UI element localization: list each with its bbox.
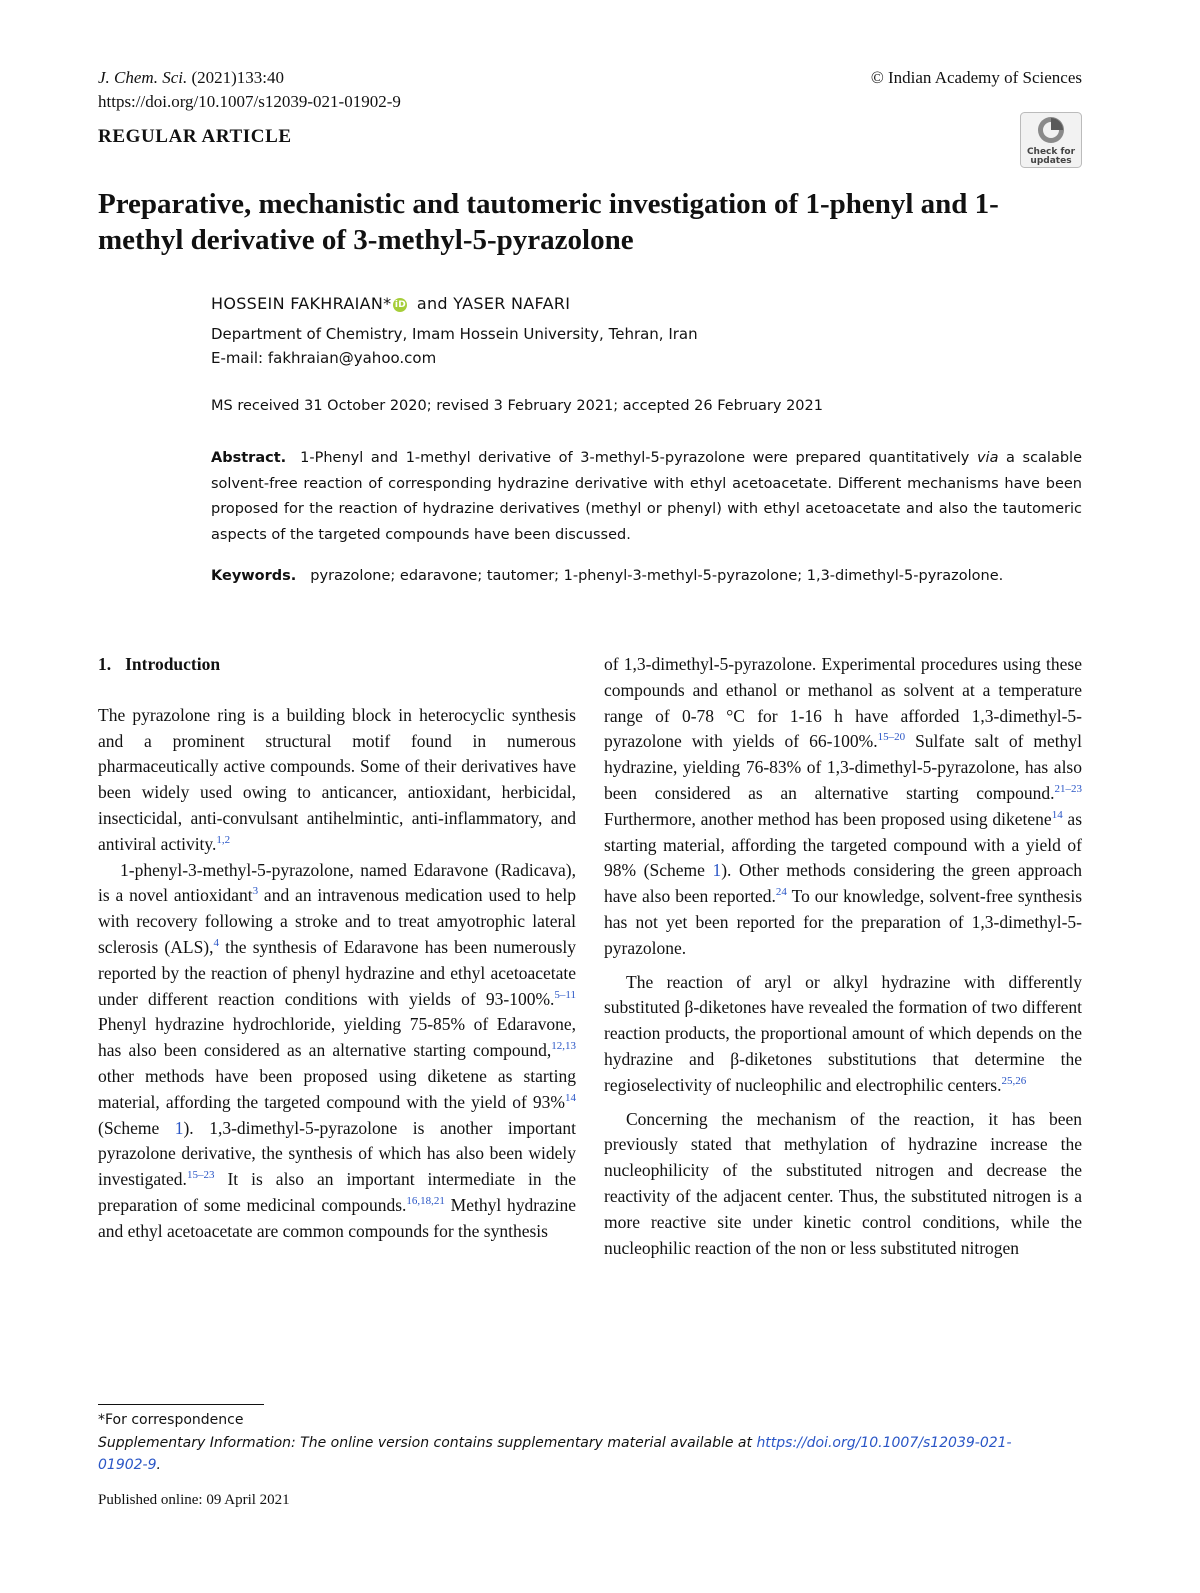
- text-run: To our knowledge, solvent-free synthesis has not yet been reported for the preparation of 1,3-dimethyl-5-pyrazolone.: [604, 886, 1083, 958]
- keywords-label: Keywords.: [211, 568, 297, 584]
- affiliation-block: [211, 322, 698, 370]
- text-run: ). Other methods considering the green approach have also been reported.: [604, 860, 1082, 907]
- citation-ref[interactable]: 15–23: [186, 1169, 215, 1182]
- citation-ref[interactable]: 4: [213, 936, 220, 949]
- abstract-text-1: 1-Phenyl and 1-methyl derivative of 3-methyl-5-pyrazolone were prepared quantitatively: [300, 450, 970, 466]
- affiliation: Department of Chemistry, Imam Hossein University, Tehran, Iran: [211, 325, 698, 343]
- correspondence-note: *For correspondence: [98, 1412, 244, 1428]
- footnote-divider: [98, 1404, 264, 1405]
- section-number: 1.: [98, 654, 112, 674]
- author-conjunction: and: [416, 294, 448, 313]
- text-run: Sulfate salt of methyl hydrazine, yielding 76-83% of 1,3-dimethyl-5-pyrazolone, has also been considered as an alternative starting compound.: [604, 731, 1082, 803]
- text-run: Phenyl hydrazine hydrochloride, yielding 75-85% of Edaravone, has also been considered as an alternative starting compound,: [98, 1014, 576, 1061]
- publisher-name: © Indian Academy of Sciences: [870, 68, 1082, 87]
- article-type: REGULAR ARTICLE: [98, 126, 292, 147]
- scheme-link[interactable]: 1: [712, 860, 722, 881]
- citation-ref[interactable]: 25,26: [1001, 1074, 1027, 1087]
- doi-link[interactable]: https://doi.org/10.1007/s12039-021-01902-9: [98, 92, 401, 111]
- text-run: and an intravenous medication used to help with recovery following a stroke and to treat amyotrophic lateral sclerosis (ALS),: [98, 885, 576, 957]
- abstract-italic: via: [976, 450, 999, 466]
- section-heading: [98, 652, 576, 678]
- text-run: of 1,3-dimethyl-5-pyrazolone. Experimental procedures using these compounds and ethanol or methanol as solvent at a temperature range of 0-78 °C for 1-16 h have afforded 1,3-dimethyl-5-pyrazolone with yields of 66-100%.: [604, 654, 1082, 752]
- text-run: ). 1,3-dimethyl-5-pyrazolone is another important pyrazolone derivative, the synthesis of which has also been widely investigated.: [98, 1117, 576, 1190]
- citation-ref[interactable]: 14: [1051, 808, 1063, 821]
- text-run: the synthesis of Edaravone has been numerously reported by the reaction of phenyl hydrazine and ethyl acetoacetate under different reaction conditions with yields of 93-100%.: [98, 936, 576, 1009]
- journal-citation: [98, 66, 401, 90]
- journal-issue: (2021)133:40: [191, 68, 285, 87]
- author-list: [211, 292, 570, 316]
- citation-ref[interactable]: 3: [252, 885, 259, 898]
- keywords-text: pyrazolone; edaravone; tautomer; 1-phenyl-3-methyl-5-pyrazolone; 1,3-dimethyl-5-pyrazolone.: [310, 568, 1004, 584]
- citation-ref[interactable]: 14: [565, 1091, 576, 1104]
- author-1[interactable]: HOSSEIN FAKHRAIAN*: [211, 294, 392, 313]
- text-run: Methyl hydrazine and ethyl acetoacetate are common compounds for the synthesis: [98, 1194, 576, 1241]
- citation-ref[interactable]: 12,13: [551, 1040, 576, 1053]
- abstract-text-2: a scalable solvent-free reaction of corresponding hydrazine derivative with ethyl acetoacetate. Different mechanisms have been proposed for the reaction of hydrazine derivatives (methyl or phenyl) with ethyl acetoacetate and also the tautomeric aspects of the targeted compounds have been discussed.: [211, 450, 1083, 543]
- abstract-label: Abstract.: [211, 450, 287, 466]
- citation-ref[interactable]: 1,2: [216, 833, 231, 846]
- supplementary-end: .: [156, 1457, 161, 1473]
- article-title: Preparative, mechanistic and tautomeric investigation of 1-phenyl and 1-methyl derivative of 3-methyl-5-pyrazolone: [98, 188, 999, 256]
- text-run: (Scheme: [98, 1117, 175, 1138]
- intro-paragraph-1: [98, 703, 576, 858]
- text-run: The reaction of aryl or alkyl hydrazine with differently substituted β-diketones have revealed the formation of two different reaction products, the proportional amount of which depends on the hydrazine and β-diketones substitutions that determine the regioselectivity of nucleophilic and electrophilic centers.: [604, 971, 1082, 1095]
- right-column: [604, 652, 1082, 1261]
- received-dates: MS received 31 October 2020; revised 3 February 2021; accepted 26 February 2021: [211, 398, 823, 414]
- text-run: It is also an important intermediate in the preparation of some medicinal compounds.: [98, 1169, 576, 1215]
- citation-ref[interactable]: 21–23: [1054, 782, 1082, 795]
- text-run: 1-phenyl-3-methyl-5-pyrazolone, named Edaravone (Radicava), is a novel antioxidant: [98, 859, 576, 906]
- supplementary-note: [98, 1432, 1058, 1476]
- citation-ref[interactable]: 24: [775, 886, 787, 899]
- citation-ref[interactable]: 5–11: [554, 988, 576, 1001]
- scheme-link[interactable]: 1: [174, 1117, 184, 1138]
- text-run: other methods have been proposed using diketene as starting material, affording the targeted compound with the yield of 93%: [98, 1065, 576, 1112]
- citation-ref[interactable]: 15–20: [877, 731, 906, 744]
- published-date: Published online: 09 April 2021: [98, 1492, 290, 1508]
- journal-header: [98, 66, 401, 114]
- section-title: Introduction: [125, 654, 221, 674]
- right-paragraph-2: [604, 970, 1082, 1099]
- crossmark-text-1: Check for: [1026, 147, 1076, 157]
- left-column: [98, 652, 576, 1245]
- crossmark-text-2: updates: [1030, 156, 1072, 166]
- citation-ref[interactable]: 16,18,21: [406, 1194, 445, 1207]
- author-email[interactable]: E-mail: fakhraian@yahoo.com: [211, 349, 437, 367]
- journal-name: J. Chem. Sci.: [98, 68, 188, 87]
- right-paragraph-3: Concerning the mechanism of the reaction, it has been previously stated that methylation of hydrazine increase the nucleophilicity of the substituted nitrogen and decrease the reactivity of the adjacent center. Thus, the substituted nitrogen is a more reactive site under kinetic control conditions, while the nucleophilic reaction of the non or less substituted nitrogen: [604, 1108, 1082, 1258]
- text-run: The pyrazolone ring is a building block in heterocyclic synthesis and a prominent structural motif found in numerous pharmaceutically active compounds. Some of their derivatives have been widely used owing to anticancer, antioxidant, herbicidal, insecticidal, anti-convulsant antihelmintic, anti-inflammatory, and antiviral activity.: [98, 704, 576, 854]
- orcid-icon[interactable]: iD: [394, 300, 407, 310]
- author-2[interactable]: YASER NAFARI: [453, 294, 571, 313]
- supplementary-text: Supplementary Information: The online version contains supplementary material available at: [98, 1435, 757, 1451]
- crossmark-icon[interactable]: [1020, 112, 1082, 168]
- text-run: Furthermore, another method has been proposed using diketene: [604, 808, 1052, 829]
- text-run: as starting material, affording the targeted compound with a yield of 98% (Scheme: [604, 808, 1083, 881]
- abstract: [211, 446, 1082, 548]
- intro-paragraph-2: [98, 858, 576, 1245]
- keywords: [211, 565, 1082, 587]
- supplementary-link[interactable]: https://doi.org/10.1007/s12039-021-01902-9: [98, 1435, 1012, 1473]
- right-paragraph-1: [604, 652, 1082, 962]
